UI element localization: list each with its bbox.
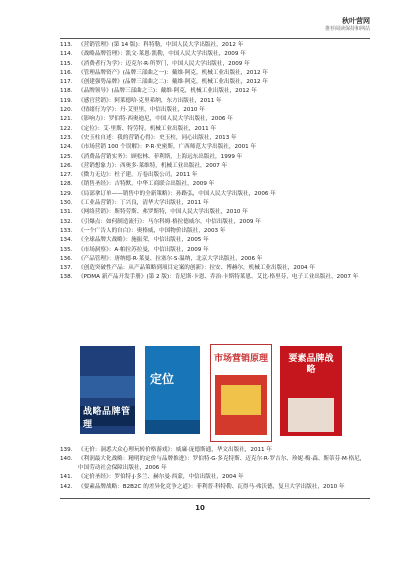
item-number: 136. (60, 255, 73, 262)
item-number: 118. (60, 88, 73, 95)
page-header (325, 17, 370, 33)
item-text: 《定价圣经》：罗伯特·J·多兰、赫尔曼·西蒙，中信出版社，2004 年 (78, 474, 244, 481)
item-text: 《工业品营销》：丁兴良，清华大学出版社，2011 年 (78, 200, 209, 207)
list-item (60, 255, 370, 264)
list-item (60, 78, 370, 87)
book-cover (80, 346, 135, 434)
item-text: 《全球品牌大战略》：施振荣，中信出版社，2005 年 (78, 237, 209, 244)
item-number: 122. (60, 125, 73, 132)
item-text: 《品牌领导》(品牌三部曲之三)：戴维·阿克，机械工业出版社，2012 年 (78, 88, 257, 95)
item-number: 121. (60, 116, 73, 123)
item-number: 128. (60, 181, 73, 188)
item-number: 125. (60, 153, 73, 160)
page-number: 10 (195, 504, 205, 512)
list-item (60, 115, 370, 124)
item-text: 《消费者行为学》：迈克尔·R·所罗门，中国人民大学出版社，2009 年 (78, 60, 250, 67)
item-text: 《产品管理》：唐纳德·R·莱曼、拉塞尔·S·温纳，北京大学出版社，2006 年 (78, 255, 263, 262)
item-text: 《定位》：艾·里斯、特劳特，机械工业出版社，2011 年 (78, 125, 217, 132)
item-text: 《情绪行为学》：丹·艾里里，中信出版社，2010 年 (78, 107, 205, 114)
item-number: 126. (60, 162, 73, 169)
list-item (60, 190, 370, 199)
cover-title: 要素品牌战略 (288, 354, 334, 375)
item-number: 132. (60, 218, 73, 225)
header-divider (60, 38, 370, 39)
list-item (60, 60, 370, 69)
item-text: 《管理品牌资产》(品牌三部曲之一)：戴维·阿克，机械工业出版社，2012 年 (78, 69, 268, 76)
item-text: 《营销想象力》：西奥多·莱维特，机械工业出版社，2007 年 (78, 162, 228, 169)
list-item (60, 199, 370, 208)
list-item (60, 50, 370, 59)
item-number: 114. (60, 51, 73, 58)
book-cover (145, 346, 200, 434)
header-tagline: 推荐阅读保持和网站 (324, 26, 370, 32)
item-number: 115. (60, 60, 73, 67)
item-text: 《影响力》：罗伯特·西奥迪尼，中国人民大学出版社，2006 年 (78, 116, 233, 123)
item-number: 120. (60, 107, 73, 114)
list-item (60, 455, 370, 472)
list-item (60, 143, 370, 152)
list-item (60, 218, 370, 227)
list-item (60, 97, 370, 106)
item-number: 140. (60, 456, 73, 463)
item-number: 131. (60, 209, 73, 216)
item-text: 《市场营销 100 个误解》：P·R·史密斯，广西师范大学出版社，2001 年 (78, 144, 257, 151)
item-text: 《感官营销》：阿莱德哈·克里希纳，东方出版社，2011 年 (78, 97, 222, 104)
item-text: 《创建强势品牌》(品牌三部曲之二)：戴维·阿克，机械工业出版社，2012 年 (78, 79, 268, 86)
book-cover (280, 346, 342, 436)
list-item (60, 180, 370, 189)
item-number: 134. (60, 237, 73, 244)
list-item (60, 125, 370, 134)
book-covers (80, 344, 370, 444)
item-text: 《要素品牌战略：B2B2C 的差异化竞争之道》：菲利普·科特勒、瓦得马·弗沃德，复旦大学出版社，2010 年 (78, 483, 345, 490)
item-number: 139. (60, 447, 73, 453)
list-item (60, 153, 370, 162)
reference-list-continued (60, 446, 370, 492)
item-number: 135. (60, 246, 73, 253)
list-item (60, 473, 370, 482)
item-text: 《局部拿订单——销售中的全新策略》：孙路弘，中国人民大学出版社，2006 年 (78, 190, 276, 197)
item-number: 127. (60, 172, 73, 179)
item-text: 《微力无边》：杜子建，万卷出版公司，2011 年 (78, 172, 198, 179)
item-number: 137. (60, 265, 73, 272)
cover-photo (288, 398, 334, 432)
item-number: 119. (60, 97, 73, 104)
item-text: 《利润最大化战略：精明的定价与品牌推进》：罗伯特·G·多克特斯、迈克尔·R·罗吉尔、珍妮·梅·森、斯蒂芬·M·格尼，中国劳动社会保障出版社，2006 年 (78, 456, 366, 471)
item-number: 113. (60, 42, 73, 48)
item-text: 《网络营销》：斯特劳斯、弗罗斯特，中国人民大学出版社，2010 年 (78, 209, 248, 216)
item-number: 138. (60, 274, 73, 281)
list-item (60, 106, 370, 115)
footer-divider (60, 498, 370, 499)
list-item (60, 246, 370, 255)
item-number: 129. (60, 190, 73, 197)
item-number: 124. (60, 144, 73, 151)
item-text: 《PDMA 新产品开发手册》(第 2 版)：肯尼斯·卡恩、乔治·卡斯特莱恩、艾比·格里芬，电子工业出版社，2007 年 (78, 274, 359, 281)
item-text: 《一个广告人的自白》：奥格威，中国物价出版社，2003 年 (78, 227, 226, 234)
list-item (60, 69, 370, 78)
item-text: 《市场洞察》：A·帕拉苏拉曼，中信出版社，2009 年 (78, 246, 209, 253)
cover-band (80, 376, 135, 398)
list-item (60, 171, 370, 180)
item-text: 《史玉柱自述：我的营销心得》：史玉柱，同心出版社，2013 年 (78, 134, 237, 141)
item-text: 《战略品牌管理》：凯文·莱恩·凯勒，中国人民大学出版社，2009 年 (78, 51, 246, 58)
cover-title: 战略品牌管理 (83, 407, 131, 430)
list-item (60, 264, 370, 273)
reference-list (60, 41, 370, 283)
list-item (60, 446, 370, 455)
item-text: 《引爆点：如何制造流行》：马尔科姆·格拉德威尔，中信出版社，2009 年 (78, 218, 261, 225)
list-item (60, 41, 370, 50)
list-item (60, 208, 370, 217)
item-text: 《销售圣经》：吉特默，中华工商联合出版社，2009 年 (78, 181, 215, 188)
item-text: 《营销管理》(第 14 版)：科特勒，中国人民大学出版社，2012 年 (78, 42, 244, 48)
item-number: 116. (60, 69, 73, 76)
item-number: 142. (60, 483, 73, 490)
cover-band (145, 420, 200, 434)
list-item (60, 162, 370, 171)
cover-title: 市场营销原理 (214, 354, 269, 364)
list-item (60, 227, 370, 236)
list-item (60, 236, 370, 245)
item-number: 130. (60, 200, 73, 207)
item-text: 《创造突破性产品：从产品策略到项目定案的创新》：拉安、博赫尔，机械工业出版社，2004 年 (78, 265, 315, 272)
item-text: 《消费品营销实务》：顾松林、菲利斯，上海远东出版社，1999 年 (78, 153, 243, 160)
item-number: 117. (60, 79, 73, 86)
book-cover (210, 344, 272, 442)
item-number: 141. (60, 474, 73, 481)
list-item (60, 134, 370, 143)
item-number: 123. (60, 134, 73, 141)
list-item (60, 273, 370, 282)
header-brand: 秋叶营网 (342, 17, 370, 25)
cover-title: 定位 (150, 372, 175, 386)
item-text: 《无价：洞悉大众心理玩转价格游戏》：威廉·庞德斯通，华文出版社，2011 年 (78, 447, 272, 453)
list-item (60, 483, 370, 492)
list-item (60, 87, 370, 96)
cover-image (221, 385, 261, 415)
item-number: 133. (60, 227, 73, 234)
